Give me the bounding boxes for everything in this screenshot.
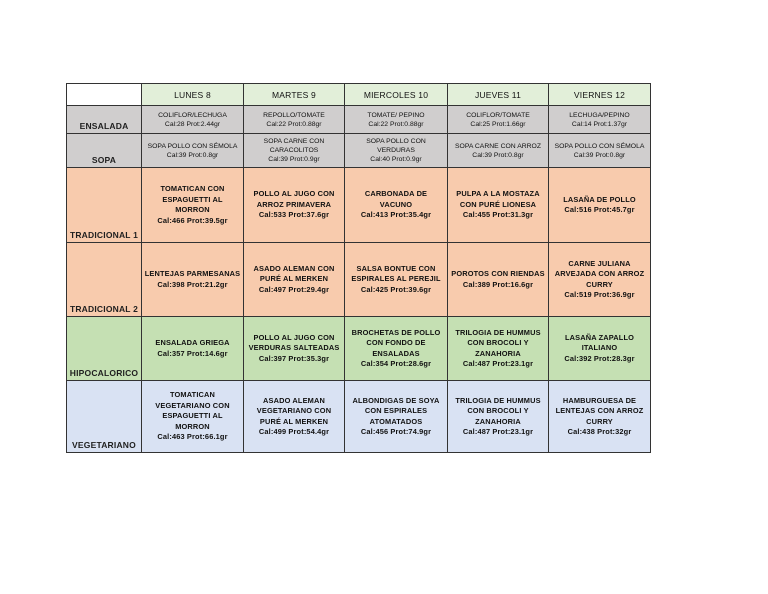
weekly-menu-table bbox=[66, 83, 651, 453]
menu-cell: LASAÑA ZAPALLO ITALIANO Cal:392 Prot:28.3gr bbox=[549, 317, 651, 381]
day-header-friday: VIERNES 12 bbox=[549, 84, 651, 106]
menu-cell: TOMATE/ PEPINO Cal:22 Prot:0.88gr bbox=[345, 106, 448, 134]
menu-cell: SOPA CARNE CON ARROZ Cal:39 Prot:0.8gr bbox=[448, 134, 549, 168]
menu-cell: LASAÑA DE POLLO Cal:516 Prot:45.7gr bbox=[549, 168, 651, 243]
menu-cell: CARBONADA DE VACUNO Cal:413 Prot:35.4gr bbox=[345, 168, 448, 243]
menu-cell: POLLO AL JUGO CON ARROZ PRIMAVERA Cal:533 Prot:37.6gr bbox=[244, 168, 345, 243]
menu-cell: SALSA BONTUE CON ESPIRALES AL PEREJIL Cal:425 Prot:39.6gr bbox=[345, 243, 448, 317]
row-label-ensalada: ENSALADA bbox=[67, 106, 142, 134]
menu-cell: CARNE JULIANA ARVEJADA CON ARROZ CURRY Cal:519 Prot:36.9gr bbox=[549, 243, 651, 317]
menu-cell: TOMATICAN VEGETARIANO CON ESPAGUETTI AL MORRON Cal:463 Prot:66.1gr bbox=[142, 381, 244, 453]
day-header-monday: LUNES 8 bbox=[142, 84, 244, 106]
day-header-wednesday: MIERCOLES 10 bbox=[345, 84, 448, 106]
menu-cell: PULPA A LA MOSTAZA CON PURÉ LIONESA Cal:455 Prot:31.3gr bbox=[448, 168, 549, 243]
menu-cell: COLIFLOR/TOMATE Cal:25 Prot:1.66gr bbox=[448, 106, 549, 134]
row-label-tradicional-1: TRADICIONAL 1 bbox=[67, 168, 142, 243]
row-label-sopa: SOPA bbox=[67, 134, 142, 168]
menu-cell: LENTEJAS PARMESANAS Cal:398 Prot:21.2gr bbox=[142, 243, 244, 317]
menu-cell: COLIFLOR/LECHUGA Cal:28 Prot:2.44gr bbox=[142, 106, 244, 134]
menu-row-vegetariano bbox=[67, 381, 651, 453]
menu-cell: TOMATICAN CON ESPAGUETTI AL MORRON Cal:466 Prot:39.5gr bbox=[142, 168, 244, 243]
menu-cell: LECHUGA/PEPINO Cal:14 Prot:1.37gr bbox=[549, 106, 651, 134]
day-header-thursday: JUEVES 11 bbox=[448, 84, 549, 106]
menu-cell: SOPA POLLO CON SÉMOLA Cal:39 Prot:0.8gr bbox=[142, 134, 244, 168]
menu-cell: ENSALADA GRIEGA Cal:357 Prot:14.6gr bbox=[142, 317, 244, 381]
menu-row-tradicional-2 bbox=[67, 243, 651, 317]
menu-cell: SOPA CARNE CON CARACOLITOS Cal:39 Prot:0.9gr bbox=[244, 134, 345, 168]
menu-cell: SOPA POLLO CON VERDURAS Cal:40 Prot:0.9gr bbox=[345, 134, 448, 168]
row-label-hipocalorico: HIPOCALORICO bbox=[67, 317, 142, 381]
menu-cell: TRILOGIA DE HUMMUS CON BROCOLI Y ZANAHORIA Cal:487 Prot:23.1gr bbox=[448, 317, 549, 381]
menu-cell: BROCHETAS DE POLLO CON FONDO DE ENSALADAS Cal:354 Prot:28.6gr bbox=[345, 317, 448, 381]
menu-cell: POLLO AL JUGO CON VERDURAS SALTEADAS Cal:397 Prot:35.3gr bbox=[244, 317, 345, 381]
menu-cell: ASADO ALEMAN CON PURÉ AL MERKEN Cal:497 Prot:29.4gr bbox=[244, 243, 345, 317]
menu-cell: REPOLLO/TOMATE Cal:22 Prot:0.88gr bbox=[244, 106, 345, 134]
header-row bbox=[67, 84, 651, 106]
day-header-tuesday: MARTES 9 bbox=[244, 84, 345, 106]
row-label-vegetariano: VEGETARIANO bbox=[67, 381, 142, 453]
menu-row-sopa bbox=[67, 134, 651, 168]
menu-row-hipocalorico bbox=[67, 317, 651, 381]
menu-cell: HAMBURGUESA DE LENTEJAS CON ARROZ CURRY Cal:438 Prot:32gr bbox=[549, 381, 651, 453]
menu-cell: ALBONDIGAS DE SOYA CON ESPIRALES ATOMATADOS Cal:456 Prot:74.9gr bbox=[345, 381, 448, 453]
menu-row-ensalada bbox=[67, 106, 651, 134]
menu-cell: TRILOGIA DE HUMMUS CON BROCOLI Y ZANAHORIA Cal:487 Prot:23.1gr bbox=[448, 381, 549, 453]
header-corner-cell bbox=[67, 84, 142, 106]
menu-cell: SOPA POLLO CON SÉMOLA Cal:39 Prot:0.8gr bbox=[549, 134, 651, 168]
menu-cell: ASADO ALEMAN VEGETARIANO CON PURÉ AL MERKEN Cal:499 Prot:54.4gr bbox=[244, 381, 345, 453]
row-label-tradicional-2: TRADICIONAL 2 bbox=[67, 243, 142, 317]
menu-row-tradicional-1 bbox=[67, 168, 651, 243]
menu-cell: POROTOS CON RIENDAS Cal:389 Prot:16.6gr bbox=[448, 243, 549, 317]
